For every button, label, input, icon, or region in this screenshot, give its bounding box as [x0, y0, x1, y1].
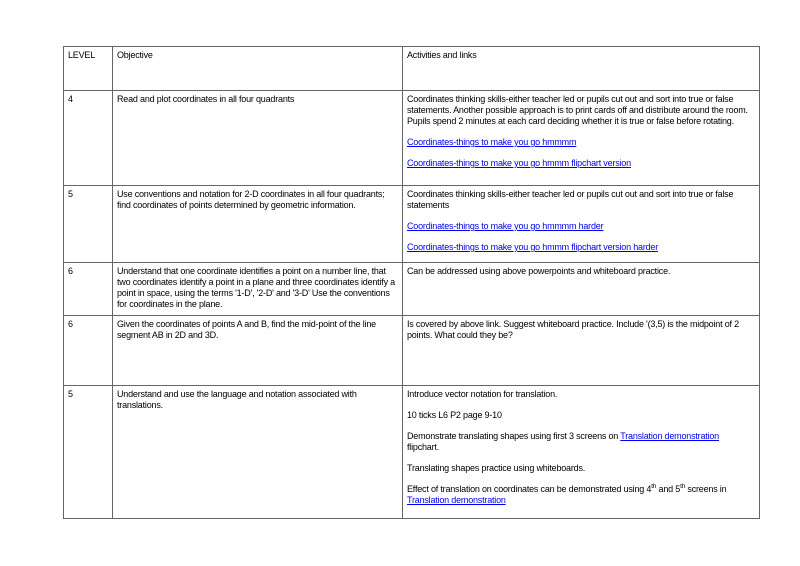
- paragraph: Demonstrate translating shapes using first 3 screens on Translation demonstration flipchart.: [407, 431, 719, 452]
- header-row: [64, 47, 760, 91]
- table-row: [64, 186, 760, 263]
- document-link[interactable]: Coordinates-things to make you go hmmm flipchart version: [407, 158, 631, 168]
- table-row: [64, 91, 760, 186]
- document-link[interactable]: Coordinates-things to make you go hmmm flipchart version harder: [407, 242, 659, 252]
- objective-cell: [113, 186, 403, 263]
- paragraph: Can be addressed using above powerpoints and whiteboard practice.: [407, 266, 671, 276]
- paragraph: Is covered by above link. Suggest whiteboard practice. Include '(3,5) is the midpoint of 2 points. What could they be?: [407, 319, 739, 340]
- scheme-of-work-table: [63, 46, 760, 519]
- activities-cell: [403, 186, 760, 263]
- document-link[interactable]: Translation demonstration: [620, 431, 719, 441]
- paragraph: 10 ticks L6 P2 page 9-10: [407, 410, 502, 420]
- paragraph: Translating shapes practice using whiteboards.: [407, 463, 586, 473]
- level-cell: 6: [64, 263, 113, 316]
- document-link[interactable]: Coordinates-things to make you go hmmmm: [407, 137, 577, 147]
- objective-cell: [113, 386, 403, 519]
- level-cell: 4: [64, 91, 113, 186]
- objective-cell: [113, 91, 403, 186]
- activities-cell: [403, 91, 760, 186]
- paragraph: Use conventions and notation for 2-D coordinates in all four quadrants; find coordinates of points determined by geometric information.: [117, 189, 385, 210]
- level-cell: 6: [64, 316, 113, 386]
- paragraph: [407, 158, 753, 169]
- objective-cell: [113, 263, 403, 316]
- superscript: th: [680, 483, 686, 490]
- paragraph: [407, 221, 753, 232]
- header-objective: Objective: [113, 47, 403, 91]
- activities-cell: [403, 263, 760, 316]
- activities-cell: [403, 316, 760, 386]
- objective-cell: [113, 316, 403, 386]
- paragraph: Given the coordinates of points A and B, find the mid-point of the line segment AB in 2D and 3D.: [117, 319, 376, 340]
- paragraph: Effect of translation on coordinates can be demonstrated using 4th and 5th screens in Translation demonstration: [407, 483, 727, 505]
- paragraph: Understand that one coordinate identifies a point on a number line, that two coordinates identify a point in a plane and three coordinates identify a point in space, using the terms '1-D', '2-D' and '3-D' Use the conventions for coordinates in the plane.: [117, 266, 395, 309]
- header-activities: Activities and links: [403, 47, 760, 91]
- paragraph: Coordinates thinking skills-either teacher led or pupils cut out and sort into true or false statements: [407, 189, 734, 210]
- paragraph: Read and plot coordinates in all four quadrants: [117, 94, 295, 104]
- table-row: [64, 263, 760, 316]
- paragraph: Introduce vector notation for translation.: [407, 389, 558, 399]
- table-row: [64, 386, 760, 519]
- header-level: LEVEL: [64, 47, 113, 91]
- table-row: [64, 316, 760, 386]
- document-link[interactable]: Coordinates-things to make you go hmmmm harder: [407, 221, 604, 231]
- superscript: th: [651, 483, 657, 490]
- paragraph: Coordinates thinking skills-either teacher led or pupils cut out and sort into true or false statements. Another possible approach is to print cards off and distribute around the room. Pupils spend 2 minutes at each card deciding whether it is true or false before rotating.: [407, 94, 748, 126]
- paragraph: Understand and use the language and notation associated with translations.: [117, 389, 357, 410]
- activities-cell: [403, 386, 760, 519]
- level-cell: 5: [64, 186, 113, 263]
- document-link[interactable]: Translation demonstration: [407, 495, 506, 505]
- table-body: [64, 91, 760, 519]
- level-cell: 5: [64, 386, 113, 519]
- table-header: [64, 47, 760, 91]
- paragraph: [407, 242, 753, 253]
- paragraph: [407, 137, 753, 148]
